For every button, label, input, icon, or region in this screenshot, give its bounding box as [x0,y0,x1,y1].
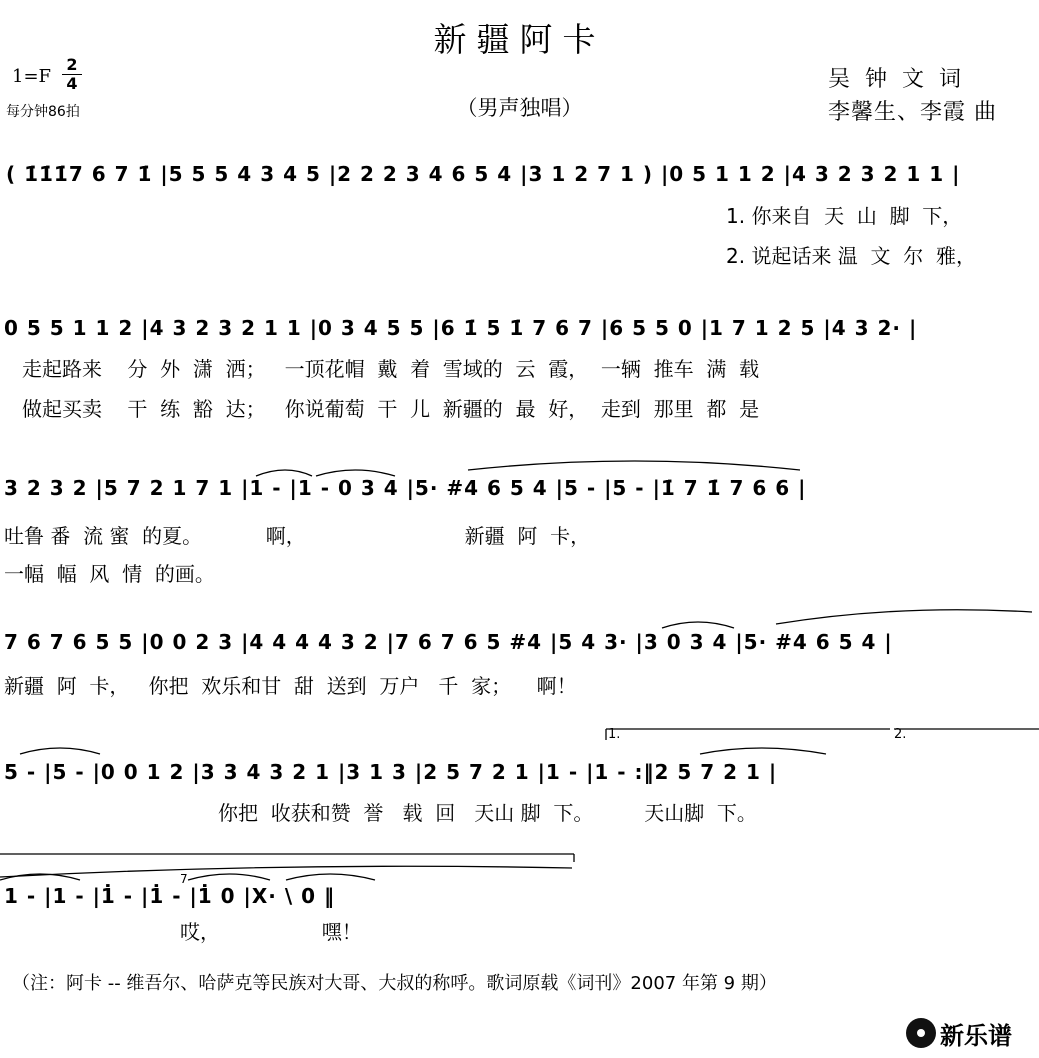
time-signature [62,56,82,93]
song-title: 新疆阿卡 [433,20,606,59]
logo-text: 新乐谱 [940,1021,1012,1050]
time-top: 2 [66,55,78,74]
volta-first-ending: 1. [608,727,621,742]
tie-7 [286,874,375,880]
key-signature: 1=F [12,66,52,87]
lyric-line-5: 你把 收获和赞 誉 载 回 天山 脚 下。 天山脚 下。 [218,801,757,825]
tie-8 [0,874,80,880]
lyric-line-2-verse-2: 做起买卖 干 练 豁 达； 你说葡萄 干 儿 新疆的 最 好， 走到 那里 都 是 [22,397,760,421]
lyric-line-2-verse-1: 走起路来 分 外 潇 洒； 一顶花帽 戴 着 雪域的 云 霞， 一辆 推车 满 载 [22,357,760,381]
lyric-line-3-verse-1: 吐鲁 番 流 蜜 的夏。 啊， 新疆 阿 卡， [4,524,591,548]
lyric-line-1-verse-2: 2. 说起话来 温 文 尔 雅， [726,244,976,268]
grace-note: 7 [180,872,188,886]
tie-3 [662,622,734,628]
music-line-3: 3 2 3 2 |5 7 2 1 7 1 |1 - |1 - 0 3 4 |5· #4 6 5 4 |5 - |5 - |1̇ 7 1̇ 7 6 6 | [4,476,807,500]
tempo-marking: 每分钟86拍 [6,104,80,120]
lyric-line-1-verse-1: 1. 你来自 天 山 脚 下， [726,204,963,228]
music-line-6: 1 - |1 - |1̇ - |1̇ - |1̇ 0 |X· \ 0 ‖ [4,884,335,908]
volta-second-ending: 2. [894,727,907,742]
tie-6 [188,874,270,880]
lyric-line-4: 新疆 阿 卡， 你把 欢乐和甘 甜 送到 万户 千 家； 啊！ [4,674,577,698]
tie-4 [20,748,100,754]
disc-icon [906,1018,936,1048]
lyricist-credit: 吴 钟 文 词 [828,67,965,92]
music-line-2: 0 5 5 1 1 2 |4 3 2 3 2 1 1 |0 3 4 5 5 |6 1̇ 5 1̇ 7 6 7 |6 5 5 0 |1 7 1 2 5 |4 3 2· | [4,316,918,340]
site-logo [906,1016,1012,1050]
long-slur-2 [776,610,1032,624]
lyric-line-3-verse-2: 一幅 幅 风 情 的画。 [4,562,215,586]
lyric-line-6: 哎， 嘿！ [180,920,362,944]
music-line-1: ( 1̇1̇1̇7 6 7 1̇ |5 5 5 4 3 4 5 |2 2 2 3 4 6 5 4 |3 1 2 7 1 ) |0 5 1 1 2 |4 3 2 3 2 1 1 | [6,162,961,186]
long-slur-3 [0,866,572,877]
tie-5 [700,748,826,754]
music-line-5: 5 - |5 - |0 0 1 2 |3 3 4 3 2 1 |3 1 3 |2 5 7 2 1 |1 - |1 - :‖2 5 7 2 1 | [4,760,778,784]
time-bottom: 4 [66,74,78,93]
footnote: （注：阿卡 -- 维吾尔、哈萨克等民族对大哥、大叔的称呼。歌词原载《词刊》2007 年第 9 期） [12,973,777,994]
performance-subtitle: （男声独唱） [456,96,583,120]
composer-credit: 李馨生、李霞 曲 [828,100,997,125]
music-line-4: 7 6 7 6 5 5 |0 0 2 3 |4 4 4 4 3 2 |7 6 7 6 5 #4 |5 4 3· |3 0 3 4 |5· #4 6 5 4 | [4,630,893,654]
long-slur-1 [468,461,800,470]
